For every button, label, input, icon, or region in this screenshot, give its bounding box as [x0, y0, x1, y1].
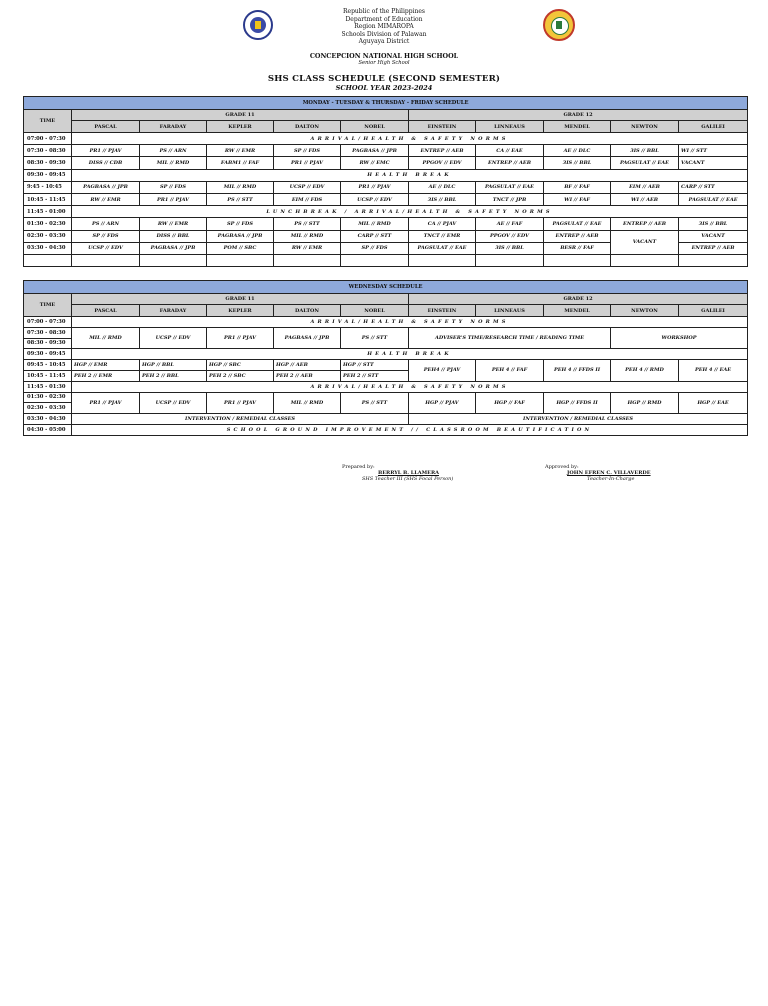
section-header: NEWTON	[611, 305, 679, 317]
time-cell: 07:30 - 08:30	[24, 145, 72, 157]
class-cell: HGP // AEB	[274, 360, 341, 371]
class-cell: CA // EAE	[476, 145, 544, 157]
class-cell: PR1 // PJAV	[341, 181, 409, 193]
class-cell: 3IS // BBL	[679, 218, 748, 230]
arrival-row: ARRIVAL/HEALTH & SAFETY NORMS	[72, 133, 748, 145]
grade12-header: GRADE 12	[409, 110, 748, 121]
class-cell: PS // STT	[274, 218, 341, 230]
time-cell: 02:30 - 03:30	[24, 230, 72, 242]
class-cell: PS // ARN	[72, 218, 140, 230]
class-cell: AE // DLC	[544, 145, 611, 157]
arrival-row: ARRIVAL/HEALTH & SAFETY NORMS	[72, 381, 748, 392]
agency-line: Region MIMAROPA	[354, 23, 414, 30]
agency-line: Schools Division of Palawan	[341, 30, 427, 38]
class-cell: PAGBASA // JPB	[72, 181, 140, 193]
class-cell: HGP // FAF	[476, 392, 544, 414]
class-cell: CA // PJAV	[409, 218, 476, 230]
empty-cell	[140, 254, 207, 266]
empty-cell	[274, 254, 341, 266]
approved-by-block	[545, 464, 651, 482]
class-cell: PAGBASA // JPB	[341, 145, 409, 157]
class-cell: FABM1 // FAF	[207, 157, 274, 169]
class-cell: RW // EMR	[274, 242, 341, 254]
health-break-row: HEALTH BREAK	[72, 169, 748, 181]
adviser-time-cell: ADVISER'S TIME/RESEARCH TIME / READING TIME	[409, 327, 611, 349]
class-cell: MIL // RMD	[72, 327, 140, 349]
class-cell: PS // ARN	[140, 145, 207, 157]
intervention-cell: INTERVENTION / REMEDIAL CLASSES	[72, 414, 409, 425]
class-cell: 3IS // BBL	[476, 242, 544, 254]
health-break-row: HEALTH BREAK	[72, 349, 748, 360]
school-name: CONCEPCION NATIONAL HIGH SCHOOL	[309, 52, 459, 60]
prepared-label: Prepared by:	[342, 464, 375, 470]
school-year: SCHOOL YEAR 2023-2024	[335, 84, 433, 92]
empty-cell	[24, 254, 72, 266]
section-header: GALILEI	[679, 305, 748, 317]
time-cell: 07:00 - 07:30	[24, 133, 72, 145]
class-cell: AE // FAF	[476, 218, 544, 230]
approved-position: Teacher-In-Charge	[587, 476, 635, 482]
class-cell: PEH 2 // SBC	[207, 370, 274, 381]
time-cell: 08:30 - 09:30	[24, 338, 72, 349]
class-cell: RW // EMR	[207, 145, 274, 157]
class-cell: HGP // EMR	[72, 360, 140, 371]
class-cell: UCSP // EDV	[140, 327, 207, 349]
prepared-by-block	[342, 464, 453, 482]
class-cell: HGP // SBC	[207, 360, 274, 371]
section-header: MENDEL	[544, 305, 611, 317]
class-cell: CARP // STT	[341, 230, 409, 242]
class-cell: SP // FDS	[140, 181, 207, 193]
empty-cell	[476, 254, 544, 266]
class-cell: 3IS // BBL	[409, 193, 476, 205]
class-cell: RW // EMR	[72, 193, 140, 205]
empty-cell	[544, 254, 611, 266]
section-header: FARADAY	[140, 121, 207, 133]
class-cell: DISS // BBL	[140, 230, 207, 242]
class-cell: PR1 // PJAV	[72, 145, 140, 157]
class-cell: PR1 // PJAV	[207, 392, 274, 414]
prepared-position: SHS Teacher III (SHS Focal Person)	[362, 476, 454, 482]
mtf-schedule-table	[23, 96, 748, 267]
page-title: SHS CLASS SCHEDULE (SECOND SEMESTER)	[267, 74, 501, 84]
time-cell: 08:30 - 09:30	[24, 157, 72, 169]
class-cell: PS // STT	[207, 193, 274, 205]
class-cell: UCSP // EDV	[341, 193, 409, 205]
class-cell: PEH 4 // FAF	[476, 360, 544, 382]
class-cell: TNCT // EMR	[409, 230, 476, 242]
school-subtitle: Senior High School	[358, 60, 410, 66]
section-header: NOBEL	[341, 305, 409, 317]
class-cell: EIM // AEB	[611, 181, 679, 193]
grade12-header: GRADE 12	[409, 294, 748, 305]
class-cell: SP // FDS	[341, 242, 409, 254]
time-cell: 03:30 - 04:30	[24, 414, 72, 425]
agency-line: Republic of the Philippines	[343, 8, 425, 15]
time-cell: 02:30 - 03:30	[24, 403, 72, 414]
section-header: DALTON	[274, 121, 341, 133]
section-header: LINNEAUS	[476, 305, 544, 317]
time-header: TIME	[24, 110, 72, 133]
time-cell: 09:45 - 10:45	[24, 360, 72, 371]
class-cell: UCSP // EDV	[72, 242, 140, 254]
time-cell: 11:45 - 01:00	[24, 206, 72, 218]
class-cell: PAGSULAT // EAE	[544, 218, 611, 230]
section-header: KEPLER	[207, 121, 274, 133]
class-cell: PS // STT	[341, 327, 409, 349]
section-header: LINNEAUS	[476, 121, 544, 133]
class-cell: MIL // RMD	[140, 157, 207, 169]
class-cell: PEH 2 // EMR	[72, 370, 140, 381]
class-cell: CARP // STT	[679, 181, 748, 193]
section-header: EINSTEIN	[409, 305, 476, 317]
approved-name: JOHN EFREN C. VILLAVERDE	[567, 470, 651, 476]
section-header: FARADAY	[140, 305, 207, 317]
time-cell: 9:45 - 10:45	[24, 181, 72, 193]
class-cell: PAGBASA // JPB	[274, 327, 341, 349]
time-cell: 11:45 - 01:30	[24, 381, 72, 392]
schedule-band: WEDNESDAY SCHEDULE	[24, 281, 748, 294]
class-cell: SP // FDS	[72, 230, 140, 242]
class-cell: 3IS // BBL	[544, 157, 611, 169]
class-cell: BF // FAF	[544, 181, 611, 193]
empty-cell	[611, 254, 679, 266]
class-cell: ENTREP // AEB	[476, 157, 544, 169]
class-cell: 3IS // BBL	[611, 145, 679, 157]
grade11-header: GRADE 11	[72, 294, 409, 305]
class-cell: MIL // RMD	[207, 181, 274, 193]
class-cell: PEH4 // PJAV	[409, 360, 476, 382]
time-cell: 01:30 - 02:30	[24, 218, 72, 230]
class-cell: DISS // CDB	[72, 157, 140, 169]
class-cell: RW // EMC	[341, 157, 409, 169]
section-header: GALILEI	[679, 121, 748, 133]
approved-label: Approved by:	[545, 464, 579, 470]
class-cell: PEH 4 // EAE	[679, 360, 748, 382]
time-cell: 03:30 - 04:30	[24, 242, 72, 254]
class-cell: AE // DLC	[409, 181, 476, 193]
time-cell: 10:45 - 11:45	[24, 370, 72, 381]
class-cell: HGP // FFDS II	[544, 392, 611, 414]
class-cell: PPGOV // EDV	[409, 157, 476, 169]
time-cell: 07:30 - 08:30	[24, 327, 72, 338]
class-cell: PAGSULAT // EAE	[679, 193, 748, 205]
time-header: TIME	[24, 294, 72, 317]
schedule-band: MONDAY - TUESDAY & THURSDAY - FRIDAY SCHEDULE	[24, 97, 748, 110]
class-cell: VACANT	[679, 230, 748, 242]
class-cell: HGP // EAE	[679, 392, 748, 414]
empty-cell	[207, 254, 274, 266]
class-cell: PR1 // PJAV	[207, 327, 274, 349]
class-cell: WI // AEB	[611, 193, 679, 205]
empty-cell	[679, 254, 748, 266]
agency-line: Aguyaya District	[358, 38, 410, 45]
class-cell: PAGSULAT // EAE	[611, 157, 679, 169]
empty-cell	[72, 254, 140, 266]
time-cell: 04:30 - 05:00	[24, 424, 72, 435]
time-cell: 09:30 - 09:45	[24, 169, 72, 181]
class-cell: TNCT // JPB	[476, 193, 544, 205]
intervention-cell: INTERVENTION / REMEDIAL CLASSES	[409, 414, 748, 425]
class-cell: RW // EMR	[140, 218, 207, 230]
workshop-cell: WORKSHOP	[611, 327, 748, 349]
class-cell: HGP // BBL	[140, 360, 207, 371]
prepared-name: BERRYL B. LLAMERA	[378, 470, 440, 476]
section-header: PASCAL	[72, 121, 140, 133]
time-cell: 10:45 - 11:45	[24, 193, 72, 205]
class-cell: ENTREP // AEB	[679, 242, 748, 254]
agency-line: Department of Education	[345, 15, 423, 23]
class-cell: PR1 // PJAV	[274, 157, 341, 169]
arrival-row: ARRIVAL/HEALTH & SAFETY NORMS	[72, 317, 748, 328]
class-cell: POM // SBC	[207, 242, 274, 254]
class-cell: HGP // STT	[341, 360, 409, 371]
vacant-cell: VACANT	[611, 230, 679, 254]
class-cell: PEH 4 // RMD	[611, 360, 679, 382]
class-cell: WI // FAF	[544, 193, 611, 205]
time-cell: 07:00 - 07:30	[24, 317, 72, 328]
class-cell: PR1 // PJAV	[72, 392, 140, 414]
class-cell: PPGOV // EDV	[476, 230, 544, 242]
class-cell: PAGBASA // JPB	[207, 230, 274, 242]
class-cell: ENTREP // AEB	[544, 230, 611, 242]
class-cell: PAGBASA // JPB	[140, 242, 207, 254]
class-cell: UCSP // EDV	[274, 181, 341, 193]
class-cell: HGP // RMD	[611, 392, 679, 414]
class-cell: HGP // PJAV	[409, 392, 476, 414]
school-ground-row: SCHOOL GROUND IMPROVEMENT // CLASSROOM BEAUTIFICATION	[72, 424, 748, 435]
empty-cell	[341, 254, 409, 266]
class-cell: PAGSULAT // EAE	[476, 181, 544, 193]
section-header: MENDEL	[544, 121, 611, 133]
class-cell: EIM // FDS	[274, 193, 341, 205]
class-cell: VACANT	[679, 157, 748, 169]
section-header: DALTON	[274, 305, 341, 317]
class-cell: PEH 2 // STT	[341, 370, 409, 381]
wednesday-schedule-table	[23, 280, 748, 436]
class-cell: ENTREP // AEB	[611, 218, 679, 230]
time-cell: 09:30 - 09:45	[24, 349, 72, 360]
grade11-header: GRADE 11	[72, 110, 409, 121]
class-cell: MIL // RMD	[274, 392, 341, 414]
class-cell: PEH 4 // FFDS II	[544, 360, 611, 382]
empty-cell	[409, 254, 476, 266]
lunch-row: LUNCHBREAK / ARRIVAL/HEALTH & SAFETY NORMS	[72, 206, 748, 218]
class-cell: WI // STT	[679, 145, 748, 157]
class-cell: BESR // FAF	[544, 242, 611, 254]
class-cell: PEH 2 // BBL	[140, 370, 207, 381]
class-cell: SP // FDS	[207, 218, 274, 230]
class-cell: PAGSULAT // EAE	[409, 242, 476, 254]
section-header: EINSTEIN	[409, 121, 476, 133]
class-cell: UCSP // EDV	[140, 392, 207, 414]
class-cell: ENTREP // AEB	[409, 145, 476, 157]
class-cell: MIL // RMD	[274, 230, 341, 242]
class-cell: MIL // RMD	[341, 218, 409, 230]
section-header: KEPLER	[207, 305, 274, 317]
section-header: PASCAL	[72, 305, 140, 317]
class-cell: SP // FDS	[274, 145, 341, 157]
class-cell: PS // STT	[341, 392, 409, 414]
agency-header	[0, 8, 768, 46]
time-cell: 01:30 - 02:30	[24, 392, 72, 403]
class-cell: PEH 2 // AEB	[274, 370, 341, 381]
class-cell: PR1 // PJAV	[140, 193, 207, 205]
section-header: NOBEL	[341, 121, 409, 133]
section-header: NEWTON	[611, 121, 679, 133]
